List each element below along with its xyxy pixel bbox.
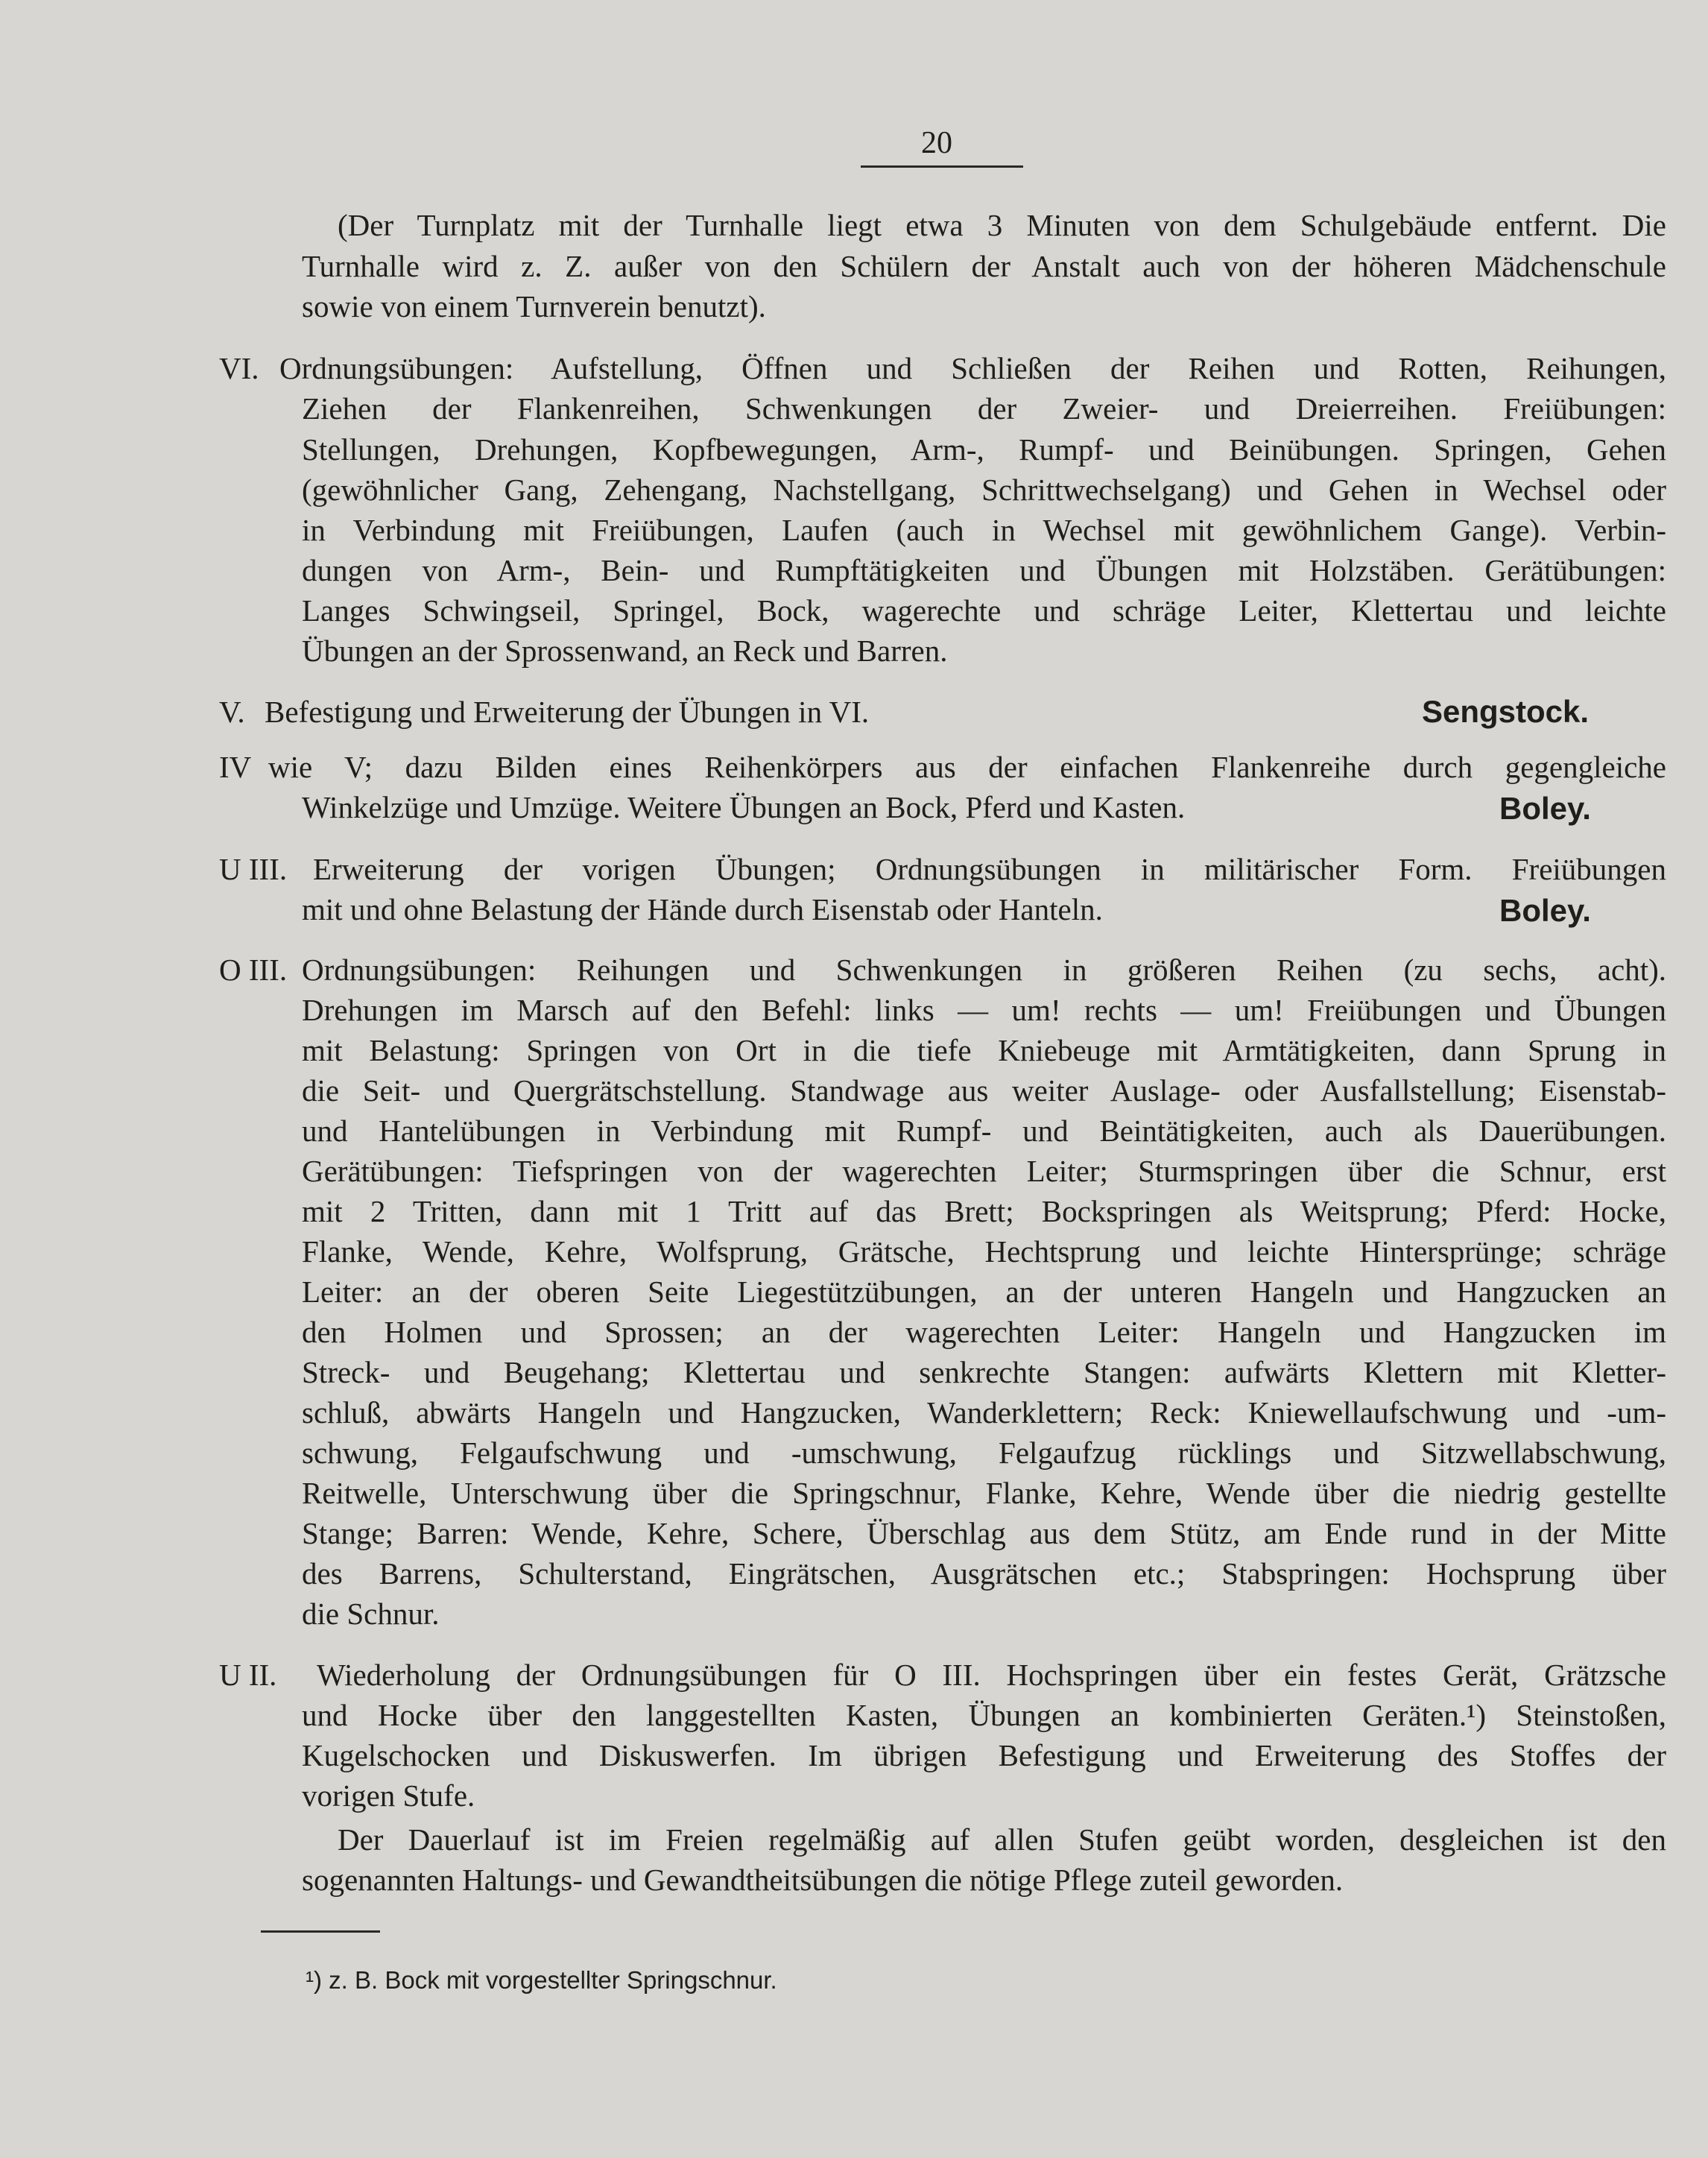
teacher-signature: Boley. [1499, 791, 1591, 826]
text-line: Ordnungsübungen: Aufstellung, Öffnen und Schließen der Reihen und Rotten, Reihungen, [279, 351, 1666, 385]
text-line: dungen von Arm-, Bein- und Rumpftätigkeiten und Übungen mit Holzstäben. Gerätübungen: [302, 553, 1666, 587]
text-line: Ziehen der Flankenreihen, Schwenkungen der Zweier- und Dreierreihen. Freiübungen: [302, 391, 1666, 426]
text-line: Stange; Barren: Wende, Kehre, Schere, Überschlag aus dem Stütz, am Ende rund in der Mitte [302, 1516, 1666, 1550]
text-line: (Der Turnplatz mit der Turnhalle liegt etwa 3 Minuten von dem Schulgebäude entfernt. Die [338, 208, 1666, 242]
text-line: Befestigung und Erweiterung der Übungen in VI. [265, 695, 870, 729]
text-line: Drehungen im Marsch auf den Befehl: links — um! rechts — um! Freiübungen und Übungen [302, 993, 1666, 1027]
text-line: sogenannten Haltungs- und Gewandtheitsübungen die nötige Pflege zuteil geworden. [302, 1863, 1344, 1897]
page-number: 20 [921, 126, 952, 160]
text-line: (gewöhnlicher Gang, Zehengang, Nachstellgang, Schrittwechselgang) und Gehen in Wechsel oder [302, 473, 1666, 507]
teacher-signature: Sengstock. [1422, 694, 1590, 729]
page-number-rule [861, 165, 1023, 168]
footnote-rule [261, 1930, 380, 1933]
text-line: Reitwelle, Unterschwung über die Springschnur, Flanke, Kehre, Wende über die niedrig gestellte [302, 1476, 1666, 1510]
text-line: mit 2 Tritten, dann mit 1 Tritt auf das Brett; Bockspringen als Weitsprung; Pferd: Hocke, [302, 1194, 1666, 1228]
section-label: V. [219, 695, 245, 729]
text-line: Streck- und Beugehang; Klettertau und senkrechte Stangen: aufwärts Klettern mit Kletter- [302, 1355, 1666, 1389]
text-line: Flanke, Wende, Kehre, Wolfsprung, Grätsche, Hechtsprung und leichte Hintersprünge; schräge [302, 1234, 1666, 1269]
text-line: Leiter: an der oberen Seite Liegestützübungen, an der unteren Hangeln und Hangzucken an [302, 1275, 1666, 1309]
section-label: U II. [219, 1658, 277, 1692]
text-line: die Seit- und Quergrätschstellung. Standwage aus weiter Auslage- oder Ausfallstellung; Eisenstab- [302, 1073, 1666, 1108]
text-line: die Schnur. [302, 1597, 440, 1631]
text-line: mit Belastung: Springen von Ort in die tiefe Kniebeuge mit Armtätigkeiten, dann Sprung in [302, 1033, 1666, 1067]
text-line: Stellungen, Drehungen, Kopfbewegungen, Arm-, Rumpf- und Beinübungen. Springen, Gehen [302, 432, 1666, 467]
text-line: sowie von einem Turnverein benutzt). [302, 289, 766, 323]
text-line: Der Dauerlauf ist im Freien regelmäßig auf allen Stufen geübt worden, desgleichen ist den [338, 1822, 1666, 1857]
text-line: Wiederholung der Ordnungsübungen für O III. Hochspringen über ein festes Gerät, Grätzsche [317, 1658, 1666, 1692]
text-line: Langes Schwingseil, Springel, Bock, wagerechte und schräge Leiter, Klettertau und leichte [302, 593, 1666, 628]
text-line: den Holmen und Sprossen; an der wagerechten Leiter: Hangeln und Hangzucken im [302, 1315, 1666, 1349]
text-line: Turnhalle wird z. Z. außer von den Schülern der Anstalt auch von der höheren Mädchenschule [302, 249, 1666, 283]
text-line: vorigen Stufe. [302, 1778, 475, 1813]
text-line: schwung, Felgaufschwung und -umschwung, Felgaufzug rücklings und Sitzwellabschwung, [302, 1436, 1666, 1470]
text-line: Gerätübungen: Tiefspringen von der wagerechten Leiter; Sturmspringen über die Schnur, erst [302, 1154, 1666, 1188]
text-line: Ordnungsübungen: Reihungen und Schwenkungen in größeren Reihen (zu sechs, acht). [302, 953, 1666, 987]
text-line: und Hocke über den langgestellten Kasten, Übungen an kombinierten Geräten.¹) Steinstoßen, [302, 1698, 1666, 1732]
section-label: VI. [219, 351, 259, 385]
teacher-signature: Boley. [1499, 893, 1591, 928]
text-line: des Barrens, Schulterstand, Eingrätschen, Ausgrätschen etc.; Stabspringen: Hochsprung über [302, 1556, 1666, 1591]
section-label: O III. [219, 953, 288, 987]
text-line: und Hantelübungen in Verbindung mit Rumpf- und Beintätigkeiten, auch als Dauerübungen. [302, 1114, 1666, 1148]
text-line: wie V; dazu Bilden eines Reihenkörpers aus der einfachen Flankenreihe durch gegengleiche [268, 750, 1666, 784]
footnote: ¹) z. B. Bock mit vorgestellter Springschnur. [306, 1966, 777, 1994]
text-line: Kugelschocken und Diskuswerfen. Im übrigen Befestigung und Erweiterung des Stoffes der [302, 1738, 1666, 1772]
text-line: in Verbindung mit Freiübungen, Laufen (auch in Wechsel mit gewöhnlichem Gange). Verbin- [302, 513, 1666, 547]
text-line: Winkelzüge und Umzüge. Weitere Übungen an Bock, Pferd und Kasten. [302, 790, 1186, 824]
text-line: schluß, abwärts Hangeln und Hangzucken, Wanderklettern; Reck: Kniewellaufschwung und -um- [302, 1395, 1666, 1430]
section-label: IV [219, 750, 252, 784]
text-line: Übungen an der Sprossenwand, an Reck und Barren. [302, 634, 948, 668]
text-line: Erweiterung der vorigen Übungen; Ordnungsübungen in militärischer Form. Freiübungen [313, 852, 1666, 886]
section-label: U III. [219, 852, 288, 886]
text-line: mit und ohne Belastung der Hände durch Eisenstab oder Hanteln. [302, 892, 1103, 926]
